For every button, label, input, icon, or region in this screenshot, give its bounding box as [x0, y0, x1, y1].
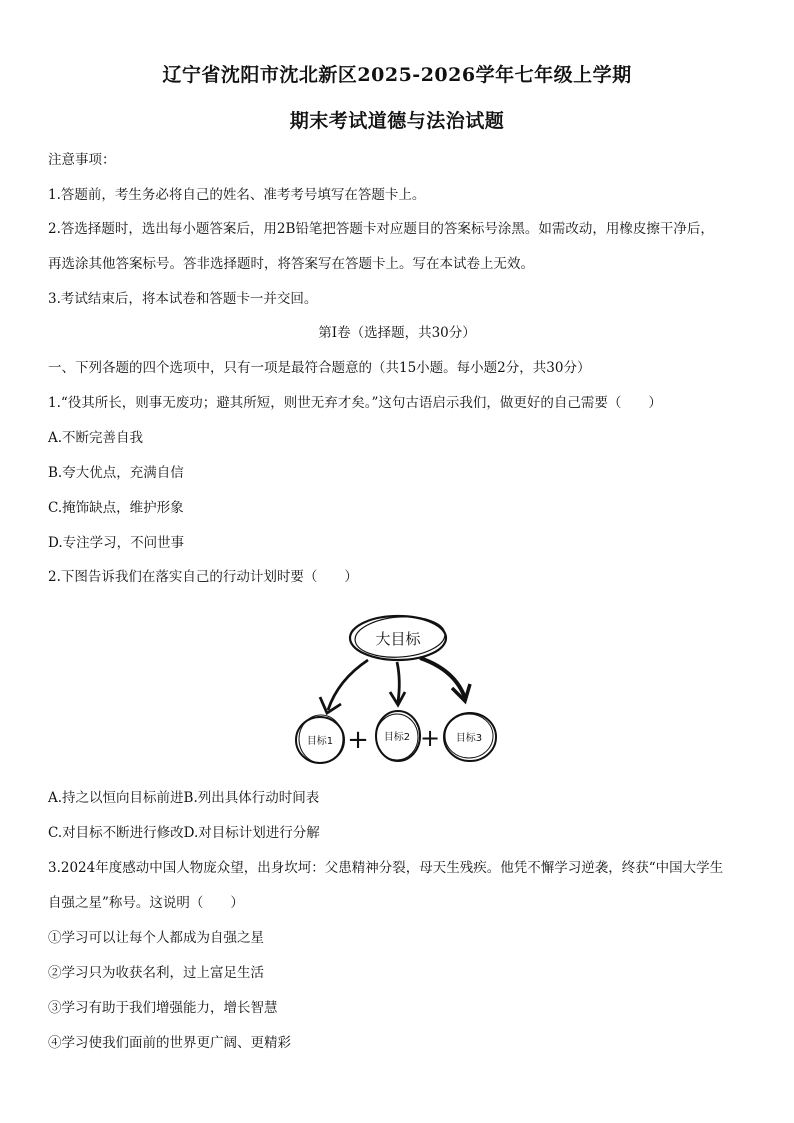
- exam-title-line2: 期末考试道德与法治试题: [289, 110, 505, 132]
- section-label: 第Ⅰ卷（选择题，共30分）: [318, 325, 476, 341]
- plus-sign-1: +: [347, 725, 369, 755]
- question-3-statement-2: ②学习只为收获名利，过上富足生活: [48, 965, 264, 981]
- exam-title-line1: 辽宁省沈阳市沈北新区2025-2026学年七年级上学期: [162, 64, 632, 86]
- notice-heading: 注意事项：: [48, 152, 116, 168]
- big-goal-label: 大目标: [375, 630, 421, 648]
- question-3-statement-4: ④学习使我们面前的世界更广阔、更精彩: [48, 1035, 291, 1051]
- question-1-option-c: C.掩饰缺点，维护形象: [48, 500, 184, 516]
- plus-sign-2: +: [419, 724, 441, 752]
- notice-item-2-line2: 再选涂其他答案标号。答非选择题时，将答案写在答题卡上。写在本试卷上无效。: [48, 256, 534, 272]
- notice-item-1: 1.答题前，考生务必将自己的姓名、准考考号填写在答题卡上。: [48, 187, 426, 203]
- goal-2-label: 目标2: [383, 732, 411, 743]
- question-3-stem-line2: 自强之星”称号。这说明（ ）: [48, 895, 244, 911]
- arrow-left: [328, 660, 368, 710]
- notice-item-2-line1: 2.答选择题时，选出每小题答案后，用2B铅笔把答题卡对应题目的答案标号涂黑。如需改动，用橡皮擦干净后，: [48, 221, 714, 237]
- question-2-stem: 2.下图告诉我们在落实自己的行动计划时要（ ）: [48, 569, 358, 585]
- question-1-option-b: B.夸大优点，充满自信: [48, 465, 184, 481]
- question-1-option-a: A.不断完善自我: [48, 430, 144, 446]
- question-3-statement-3: ③学习有助于我们增强能力，增长智慧: [48, 1000, 278, 1016]
- goal-decomposition-diagram: [280, 600, 520, 775]
- goal-3-label: 目标3: [455, 733, 483, 744]
- notice-item-3: 3.考试结束后，将本试卷和答题卡一并交回。: [48, 291, 318, 307]
- question-1-option-d: D.专注学习，不问世事: [48, 535, 185, 551]
- question-2-options-cd: C.对目标不断进行修改D.对目标计划进行分解: [48, 825, 320, 841]
- question-2-options-ab: A.持之以恒向目标前进B.列出具体行动时间表: [48, 790, 320, 806]
- question-3-statement-1: ①学习可以让每个人都成为自强之星: [48, 930, 264, 946]
- question-3-stem-line1: 3.2024年度感动中国人物庞众望，出身坎坷：父患精神分裂，母天生残疾。他凭不懈学习逆袭，终获“中国大学生: [48, 860, 724, 876]
- question-1-stem: 1.“役其所长，则事无废功；避其所短，则世无弃才矣。”这句古语启示我们，做更好的自己需要（ ）: [48, 395, 662, 411]
- arrow-middle: [397, 662, 399, 702]
- goal-1-label: 目标1: [306, 736, 334, 747]
- section-instruction: 一、下列各题的四个选项中，只有一项是最符合题意的（共15小题。每小题2分，共30分）: [48, 360, 591, 376]
